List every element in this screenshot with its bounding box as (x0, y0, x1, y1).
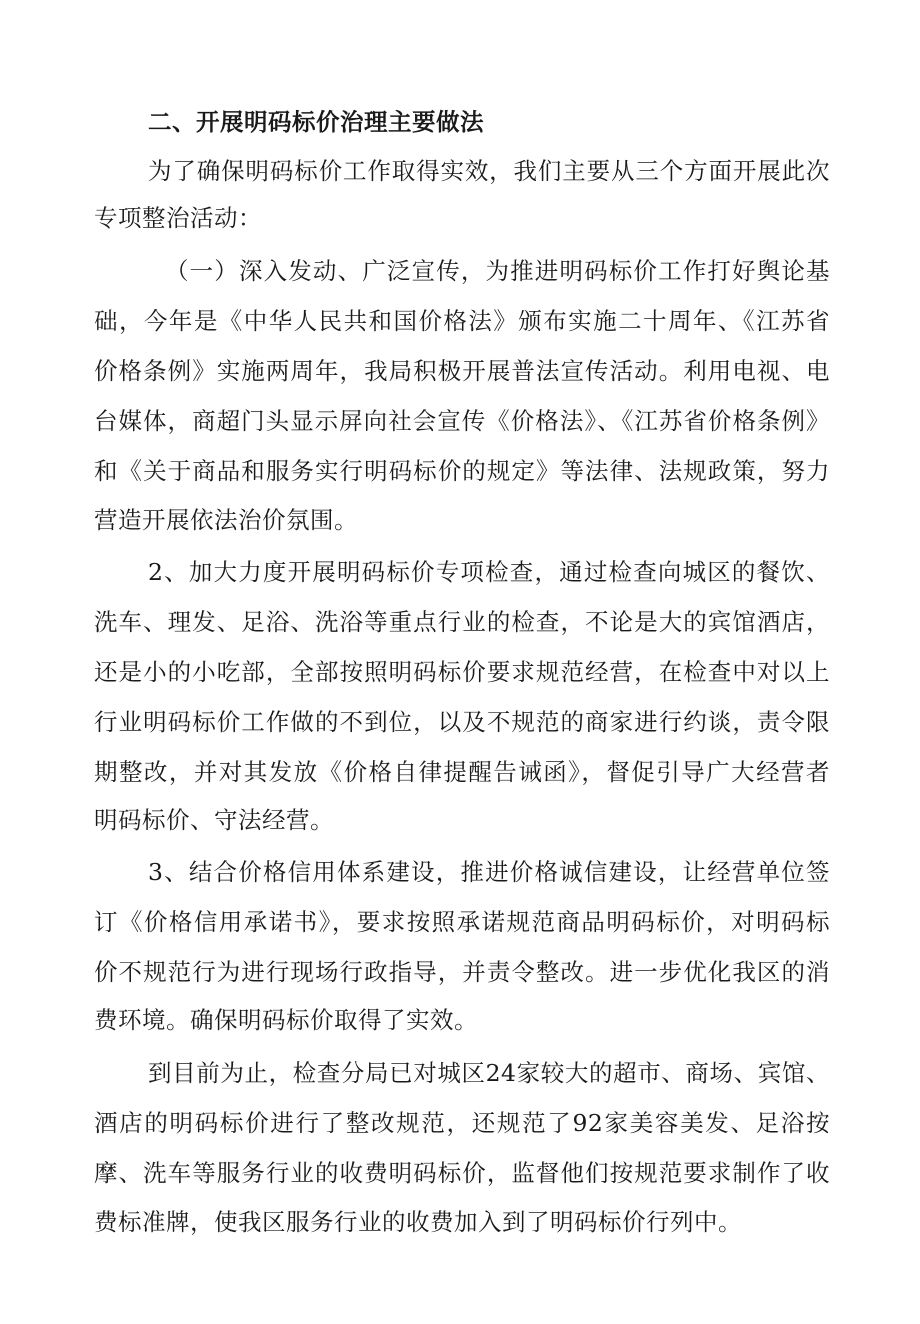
summary-line-3: 摩、洗车等服务行业的收费明码标价，监督他们按规范要求制作了收 (94, 1159, 830, 1187)
section2-line-4: 行业明码标价工作做的不到位，以及不规范的商家进行约谈，责令限 (94, 708, 830, 736)
summary-line-4: 费标准牌，使我区服务行业的收费加入到了明码标价行列中。 (94, 1208, 742, 1236)
intro-line-1: 为了确保明码标价工作取得实效，我们主要从三个方面开展此次 (148, 157, 830, 185)
section3-line-4: 费环境。确保明码标价取得了实效。 (94, 1006, 478, 1034)
section2-line-6: 明码标价、守法经营。 (94, 806, 334, 834)
summary-line-2: 酒店的明码标价进行了整改规范，还规范了92家美容美发、足浴按 (94, 1109, 830, 1137)
section2-line-2: 洗车、理发、足浴、洗浴等重点行业的检查，不论是大的宾馆酒店， (94, 608, 830, 636)
section3-line-2: 订《价格信用承诺书》，要求按照承诺规范商品明码标价，对明码标 (94, 908, 830, 936)
intro-line-2: 专项整治活动： (94, 204, 262, 232)
section2-line-5: 期整改，并对其发放《价格自律提醒告诫函》，督促引导广大经营者 (94, 758, 830, 786)
section1-line-4: 台媒体，商超门头显示屏向社会宣传《价格法》、《江苏省价格条例》 (94, 407, 830, 435)
section-heading: 二、开展明码标价治理主要做法 (148, 108, 484, 136)
section1-line-3: 价格条例》实施两周年，我局积极开展普法宣传活动。利用电视、电 (94, 357, 830, 385)
summary-line-1: 到目前为止，检查分局已对城区24家较大的超市、商场、宾馆、 (148, 1059, 830, 1087)
section3-line-3: 价不规范行为进行现场行政指导，并责令整改。进一步优化我区的消 (94, 958, 830, 986)
section1-line-5: 和《关于商品和服务实行明码标价的规定》等法律、法规政策，努力 (94, 457, 830, 485)
section1-line-2: 础，今年是《中华人民共和国价格法》颁布实施二十周年、《江苏省 (94, 307, 830, 335)
section2-line-3: 还是小的小吃部，全部按照明码标价要求规范经营，在检查中对以上 (94, 658, 830, 686)
section2-line-1: 2、加大力度开展明码标价专项检查，通过检查向城区的餐饮、 (148, 558, 830, 586)
section3-line-1: 3、结合价格信用体系建设，推进价格诚信建设，让经营单位签 (148, 858, 830, 886)
section1-line-1: （一）深入发动、广泛宣传，为推进明码标价工作打好舆论基 (165, 257, 830, 285)
section1-line-6: 营造开展依法治价氛围。 (94, 506, 358, 534)
